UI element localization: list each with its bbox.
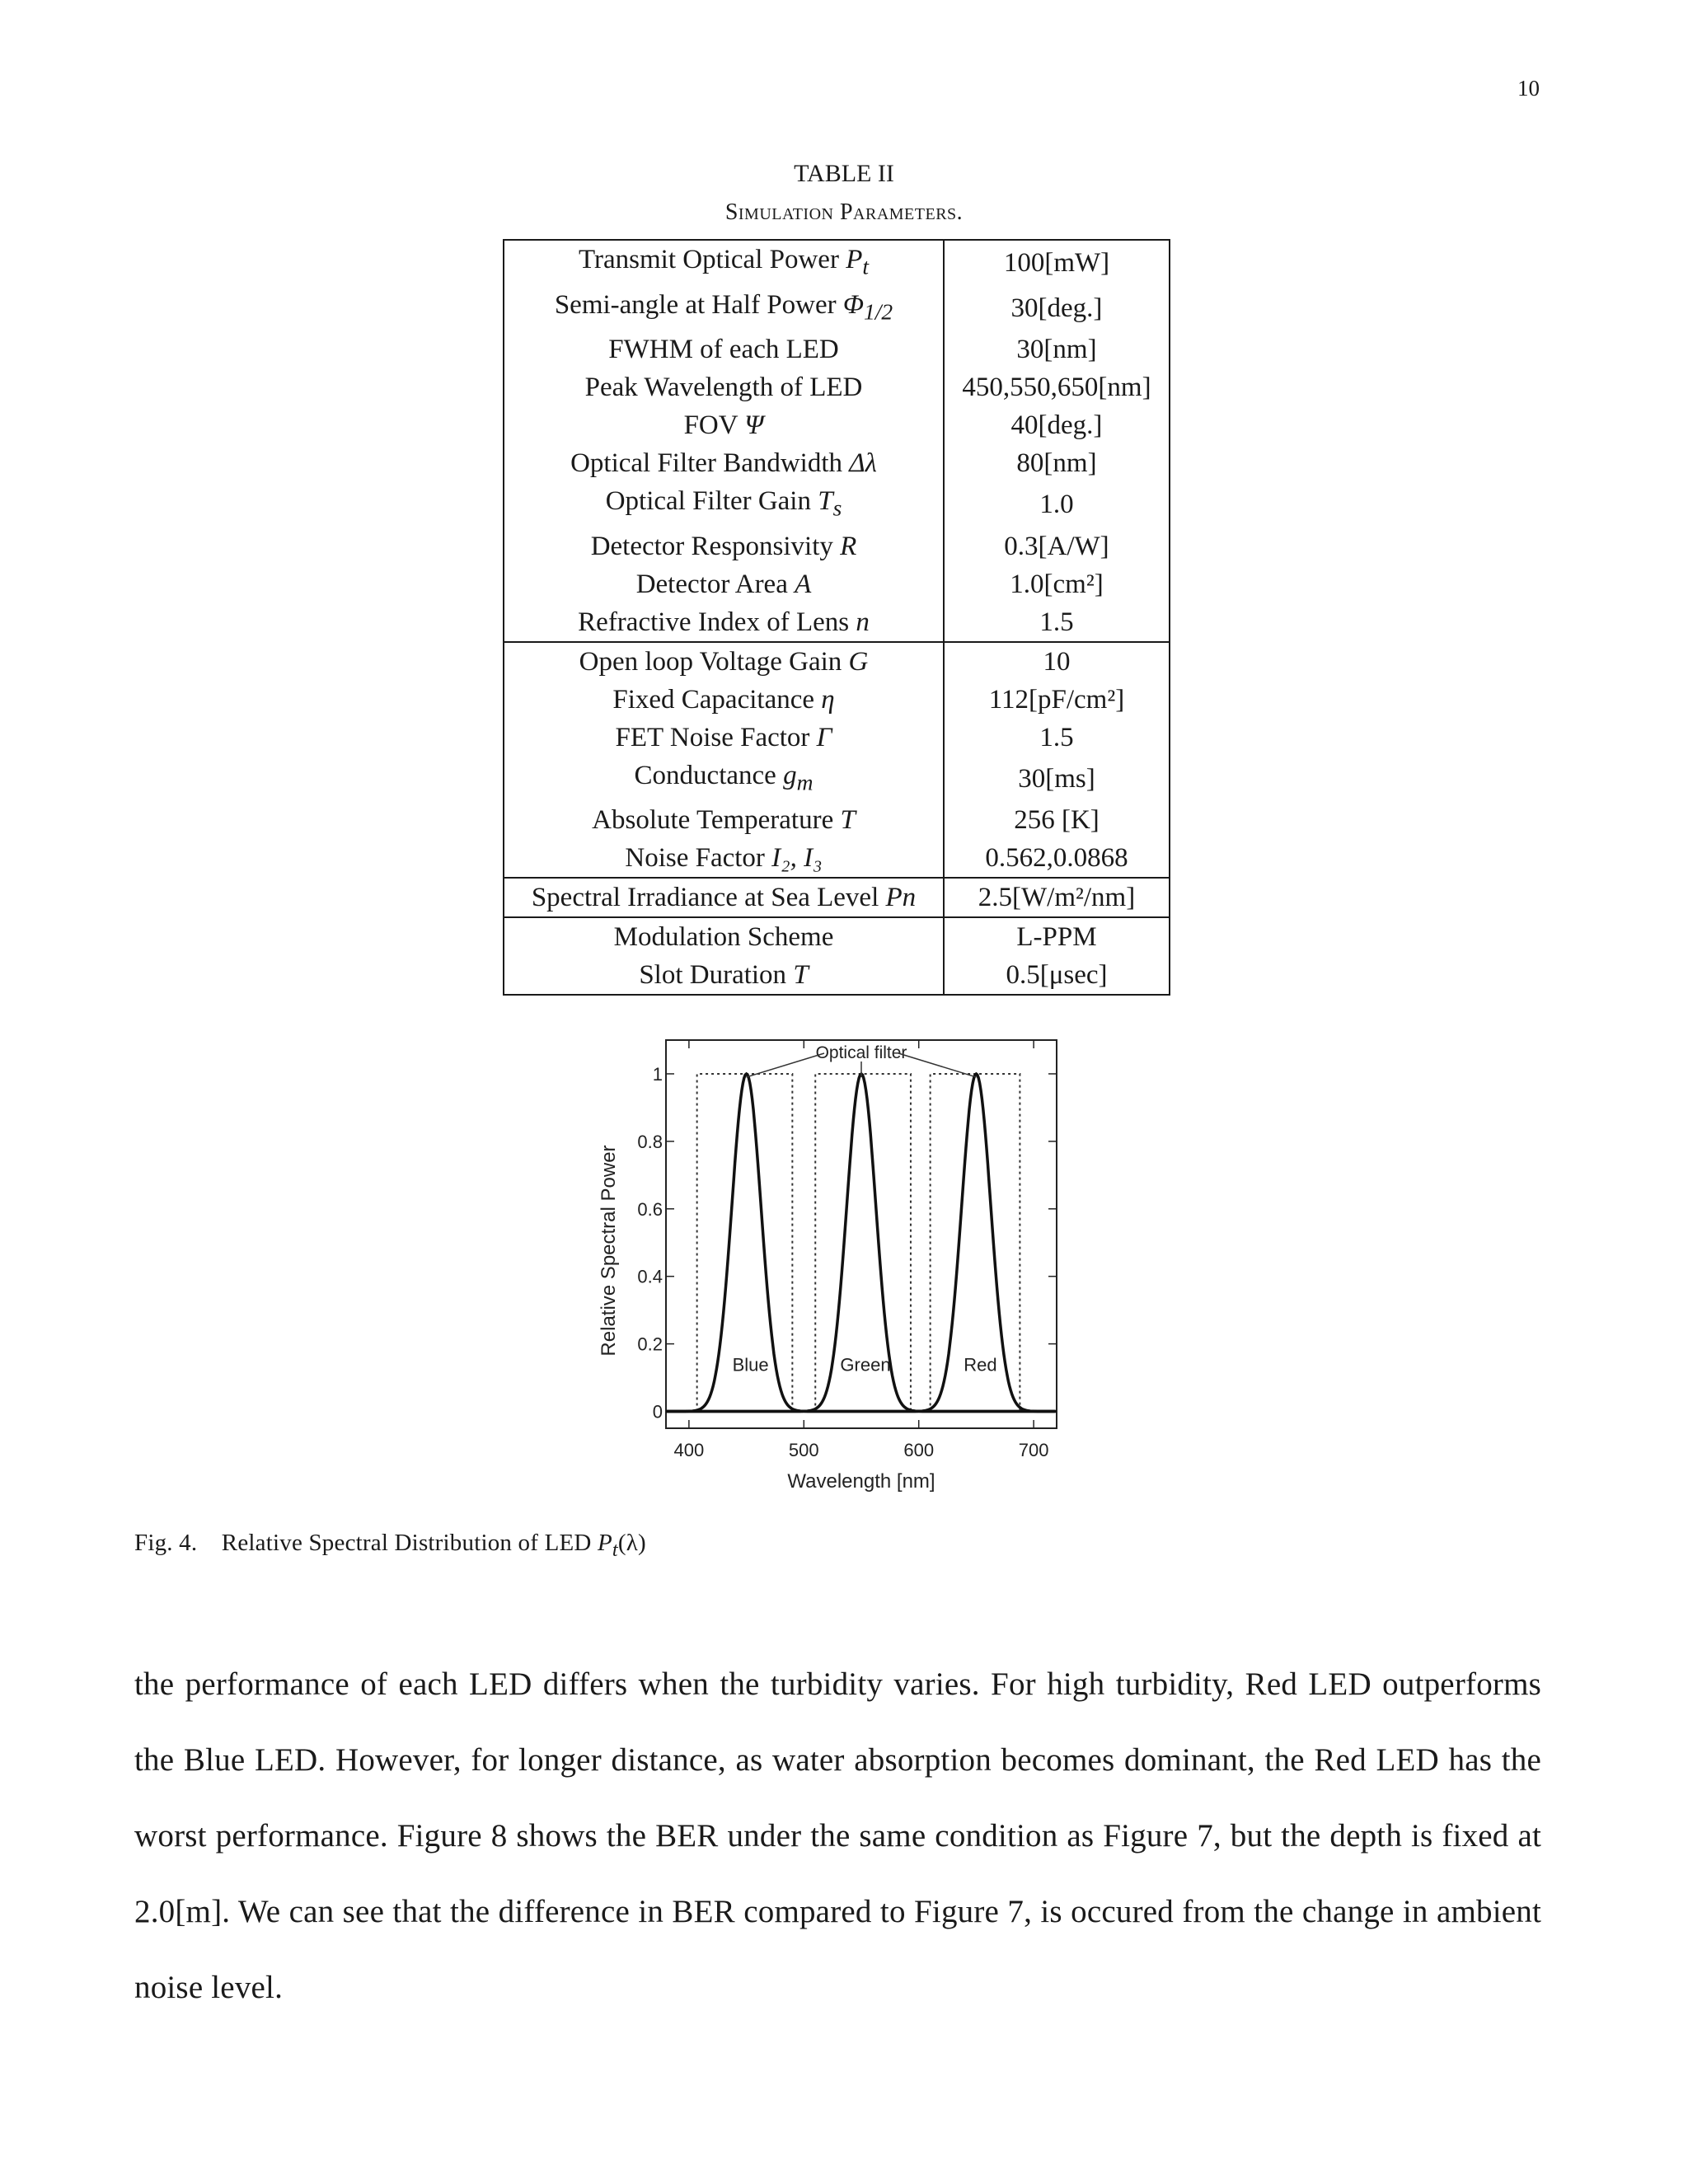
figure-caption-text: Relative Spectral Distribution of LED: [221, 1530, 592, 1556]
parameter-value: 2.5[W/m²/nm]: [944, 878, 1170, 917]
parameter-value: 450,550,650[nm]: [944, 368, 1170, 406]
parameter-value: 30[nm]: [944, 330, 1170, 368]
parameter-symbol: Pn: [885, 883, 917, 913]
parameter-symbol: A: [795, 569, 812, 599]
parameter-symbol: g: [783, 760, 797, 790]
figure-caption-sub: t: [612, 1538, 618, 1561]
parameter-value: 10: [944, 642, 1170, 681]
figure-label: Fig. 4.: [134, 1530, 198, 1556]
parameter-symbol: Δλ: [849, 448, 877, 479]
parameter-value: 40[deg.]: [944, 406, 1170, 444]
annotation-leader: [898, 1053, 976, 1077]
figure-caption: [134, 1530, 646, 1562]
y-tick-label: 0.4: [637, 1266, 663, 1287]
parameter-value: 30[ms]: [944, 757, 1170, 802]
optical-filter-annotation: Optical filter: [815, 1043, 907, 1062]
parameter-symbol: G: [848, 646, 869, 677]
parameter-symbol: T: [818, 486, 833, 517]
parameter-symbol: T: [793, 960, 809, 991]
parameter-name: Slot Duration T: [504, 956, 944, 995]
parameter-value: 0.5[μsec]: [944, 956, 1170, 995]
parameter-value: 256 [K]: [944, 801, 1170, 839]
figure-caption-math: P: [598, 1530, 612, 1556]
parameter-symbol: Γ: [816, 722, 832, 752]
y-tick-label: 0: [652, 1401, 663, 1422]
parameter-name: Semi-angle at Half Power $\Phi_{1/2}$: [504, 286, 944, 331]
parameter-name: Absolute Temperature T: [504, 801, 944, 839]
parameter-name: Detector Area A: [504, 565, 944, 603]
parameter-name: Detector Responsivity R: [504, 527, 944, 565]
series-label: Red: [964, 1354, 997, 1376]
x-tick-label: 600: [903, 1440, 935, 1460]
parameter-value: 0.562,0.0868: [944, 839, 1170, 878]
parameter-name: FET Noise Factor Γ: [504, 719, 944, 757]
x-tick-label: 700: [1018, 1440, 1049, 1460]
table-label: TABLE II: [794, 160, 894, 187]
parameter-name: Modulation Scheme: [504, 917, 944, 956]
y-axis-label: Relative Spectral Power: [598, 1145, 620, 1357]
parameter-symbol: I₂, I₃: [771, 843, 823, 874]
annotation-leader: [747, 1053, 824, 1077]
y-tick-label: 0.8: [637, 1131, 663, 1152]
parameter-name: Fixed Capacitance η: [504, 681, 944, 719]
table-title: Simulation Parameters.: [724, 199, 964, 225]
parameter-value: 1.5: [944, 603, 1170, 642]
parameter-name: Open loop Voltage Gain G: [504, 642, 944, 681]
parameter-name: Transmit Optical Power $P_t$: [504, 240, 944, 286]
parameter-value: 80[nm]: [944, 444, 1170, 482]
parameter-name: Optical Filter Bandwidth Δλ: [504, 444, 944, 482]
x-tick-label: 500: [788, 1440, 819, 1460]
parameter-value: 1.0[cm²]: [944, 565, 1170, 603]
parameter-value: 100[mW]: [944, 240, 1170, 286]
parameter-symbol: η: [821, 684, 835, 715]
parameter-symbol: P: [846, 245, 863, 274]
parameter-value: 112[pF/cm²]: [944, 681, 1170, 719]
parameter-name: FOV Ψ: [504, 406, 944, 444]
parameter-value: 0.3[A/W]: [944, 527, 1170, 565]
parameter-symbol: Φ: [842, 289, 865, 320]
parameter-symbol: Ψ: [744, 410, 764, 441]
parameter-symbol: T: [840, 805, 856, 836]
parameter-value: 1.5: [944, 719, 1170, 757]
parameter-name: Refractive Index of Lens n: [504, 603, 944, 642]
parameter-symbol: n: [856, 607, 870, 637]
x-axis-label: Wavelength [nm]: [787, 1470, 935, 1493]
parameter-value: 1.0: [944, 482, 1170, 527]
figure-caption-arg: (λ): [617, 1530, 646, 1556]
y-tick-label: 0.6: [637, 1198, 663, 1220]
y-tick-label: 1: [652, 1063, 663, 1085]
x-tick-label: 400: [673, 1440, 705, 1460]
y-tick-label: 0.2: [637, 1333, 663, 1355]
series-label: Blue: [732, 1354, 769, 1376]
page-number: 10: [1517, 76, 1540, 101]
body-paragraph: the performance of each LED differs when the turbidity varies. For high turbidity, Red LED outperforms the Blue LED. However, for longer distance, as water absorption becomes dominant, the Red LED has the worst performance. Figure 8 shows the BER under the same condition as Figure 7, but the depth is fixed at 2.0[m]. We can see that the difference in BER compared to Figure 7, is occured from the change in ambient noise level.: [134, 1666, 1541, 2005]
parameter-value: L-PPM: [944, 917, 1170, 956]
parameter-value: 30[deg.]: [944, 286, 1170, 331]
parameter-name: Conductance $g_m$: [504, 757, 944, 802]
parameter-name: Noise Factor I₂, I₃: [504, 839, 944, 878]
parameter-name: Optical Filter Gain $T_s$: [504, 482, 944, 527]
parameter-name: FWHM of each LED: [504, 330, 944, 368]
parameter-name: Spectral Irradiance at Sea Level Pn: [504, 878, 944, 917]
series-label: Green: [840, 1354, 891, 1376]
parameter-symbol: R: [840, 531, 857, 561]
parameter-name: Peak Wavelength of LED: [504, 368, 944, 406]
